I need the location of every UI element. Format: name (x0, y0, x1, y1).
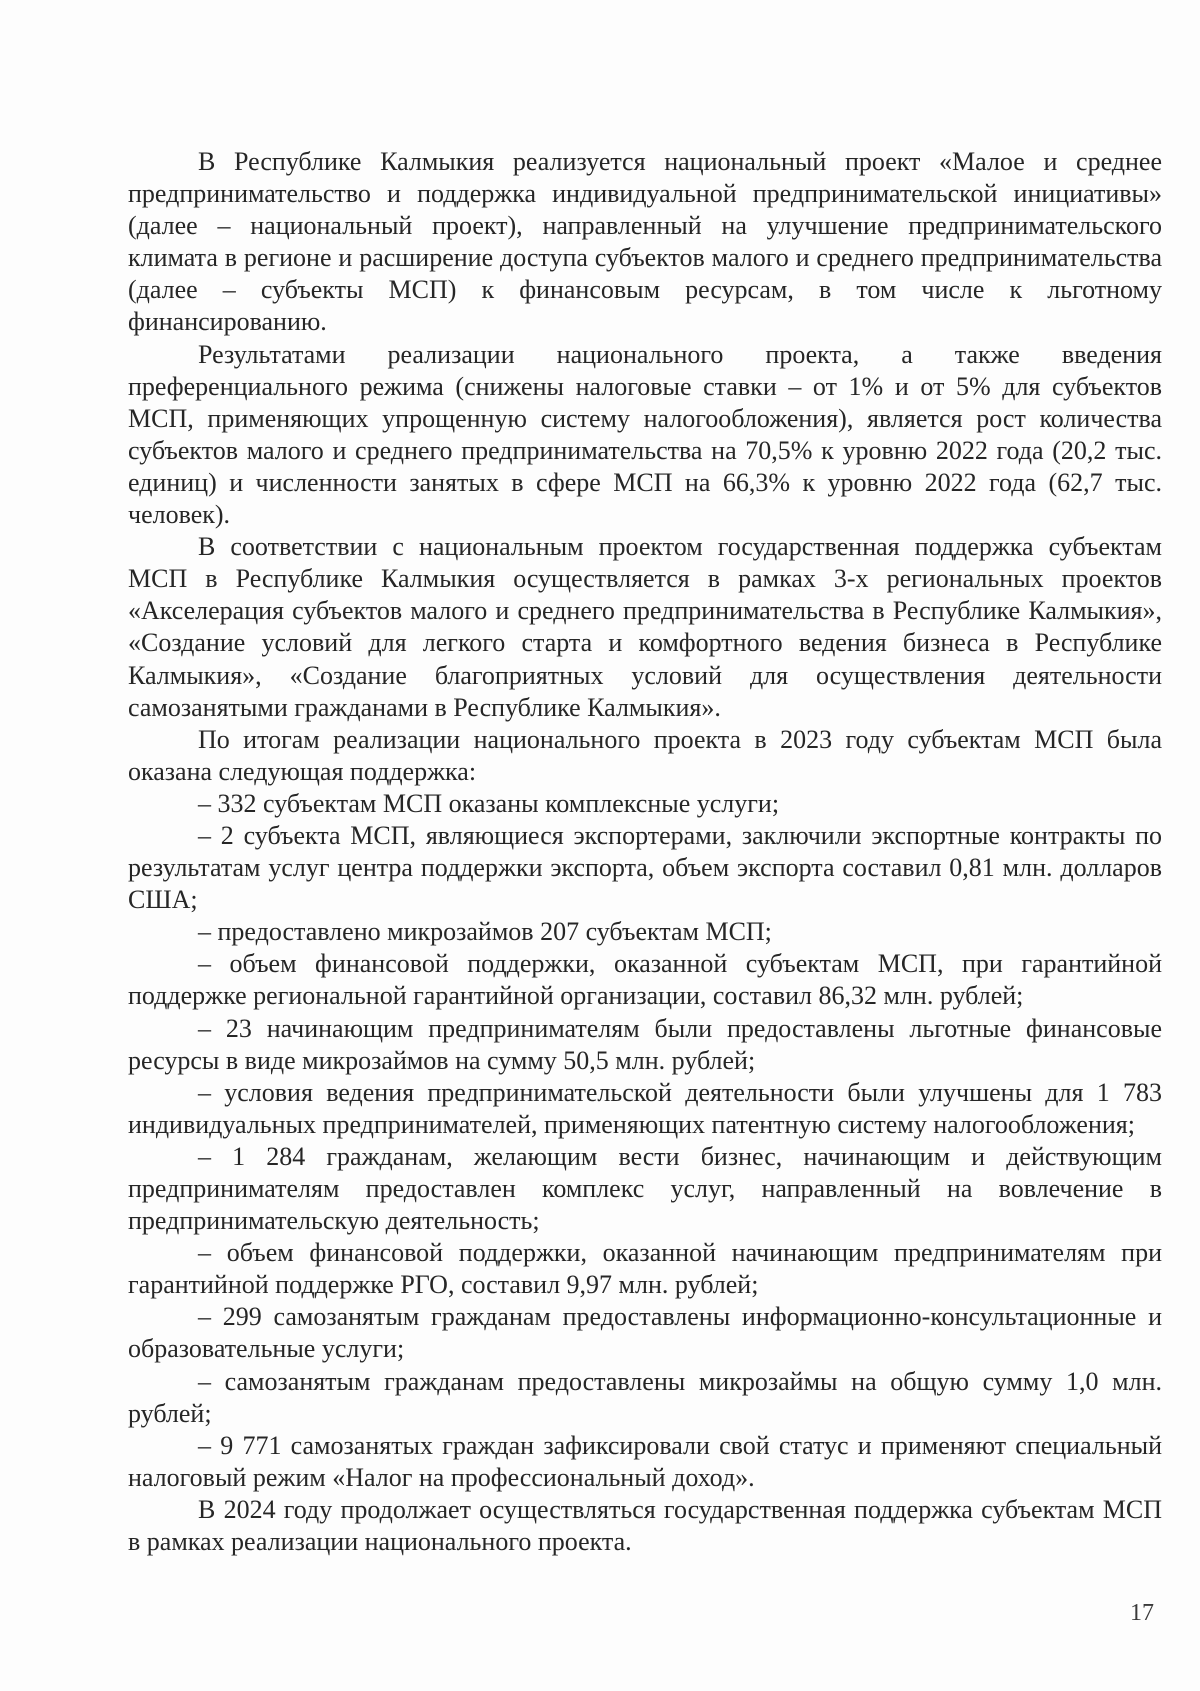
paragraph-intro: В Республике Калмыкия реализуется национальный проект «Малое и среднее предпринимательство и поддержка индивидуальной предпринимательской инициативы» (далее – национальный проект), направленный на улучшение предпринимательского климата в регионе и расширение доступа субъектов малого и среднего предпринимательства (далее – субъекты МСП) к финансовым ресурсам, в том числе к льготному финансированию. (128, 147, 1162, 337)
list-item: – самозанятым гражданам предоставлены микрозаймы на общую сумму 1,0 млн. рублей; (128, 1366, 1162, 1428)
list-item: – объем финансовой поддержки, оказанной субъектам МСП, при гарантийной поддержке региональной гарантийной организации, составил 86,32 млн. рублей; (128, 949, 1162, 1011)
paragraph-2024: В 2024 году продолжает осуществляться государственная поддержка субъектам МСП в рамках реализации национального проекта. (128, 1494, 1162, 1557)
list-item: – объем финансовой поддержки, оказанной начинающим предпринимателям при гарантийной поддержке РГО, составил 9,97 млн. рублей; (128, 1238, 1162, 1300)
list-item: – 299 самозанятым гражданам предоставлены информационно-консультационные и образовательные услуги; (128, 1302, 1162, 1364)
list-item: – условия ведения предпринимательской деятельности были улучшены для 1 783 индивидуальных предпринимателей, применяющих патентную систему налогообложения; (128, 1077, 1162, 1139)
paragraph-results: Результатами реализации национального проекта, а также введения преференциального режима (снижены налоговые ставки – от 1% и от 5% для субъектов МСП, применяющих упрощенную систему налогообложения), является рост количества субъектов малого и среднего предпринимательства на 70,5% к уровню 2022 года (20,2 тыс. единиц) и численности занятых в сфере МСП на 66,3% к уровню 2022 года (62,7 тыс. человек). (128, 339, 1162, 530)
list-item: – 1 284 гражданам, желающим вести бизнес, начинающим и действующим предпринимателям предоставлен комплекс услуг, направленный на вовлечение в предпринимательскую деятельность; (128, 1141, 1162, 1236)
paragraph-support-summary: По итогам реализации национального проекта в 2023 году субъектам МСП была оказана следующая поддержка: (128, 724, 1162, 786)
paragraph-regional-projects: В соответствии с национальным проектом государственная поддержка субъектам МСП в Республике Калмыкия осуществляется в рамках 3-х региональных проектов «Акселерация субъектов малого и среднего предпринимательства в Республике Калмыкия», «Создание условий для легкого старта и комфортного ведения бизнеса в Республике Калмыкия», «Создание благоприятных условий для осуществления деятельности самозанятыми гражданами в Республике Калмыкия». (128, 532, 1162, 722)
page-number: 17 (1130, 1600, 1154, 1626)
list-item: – 9 771 самозанятых граждан зафиксировали свой статус и применяют специальный налоговый режим «Налог на профессиональный доход». (128, 1430, 1162, 1492)
list-item: – 23 начинающим предпринимателям были предоставлены льготные финансовые ресурсы в виде микрозаймов на сумму 50,5 млн. рублей; (128, 1013, 1162, 1075)
list-item: – 332 субъектам МСП оказаны комплексные услуги; (198, 788, 780, 818)
list-item: – 2 субъекта МСП, являющиеся экспортерами, заключили экспортные контракты по результатам услуг центра поддержки экспорта, объем экспорта составил 0,81 млн. долларов США; (128, 820, 1162, 915)
list-item: – предоставлено микрозаймов 207 субъектам МСП; (198, 917, 772, 947)
document-body (128, 146, 1162, 1558)
